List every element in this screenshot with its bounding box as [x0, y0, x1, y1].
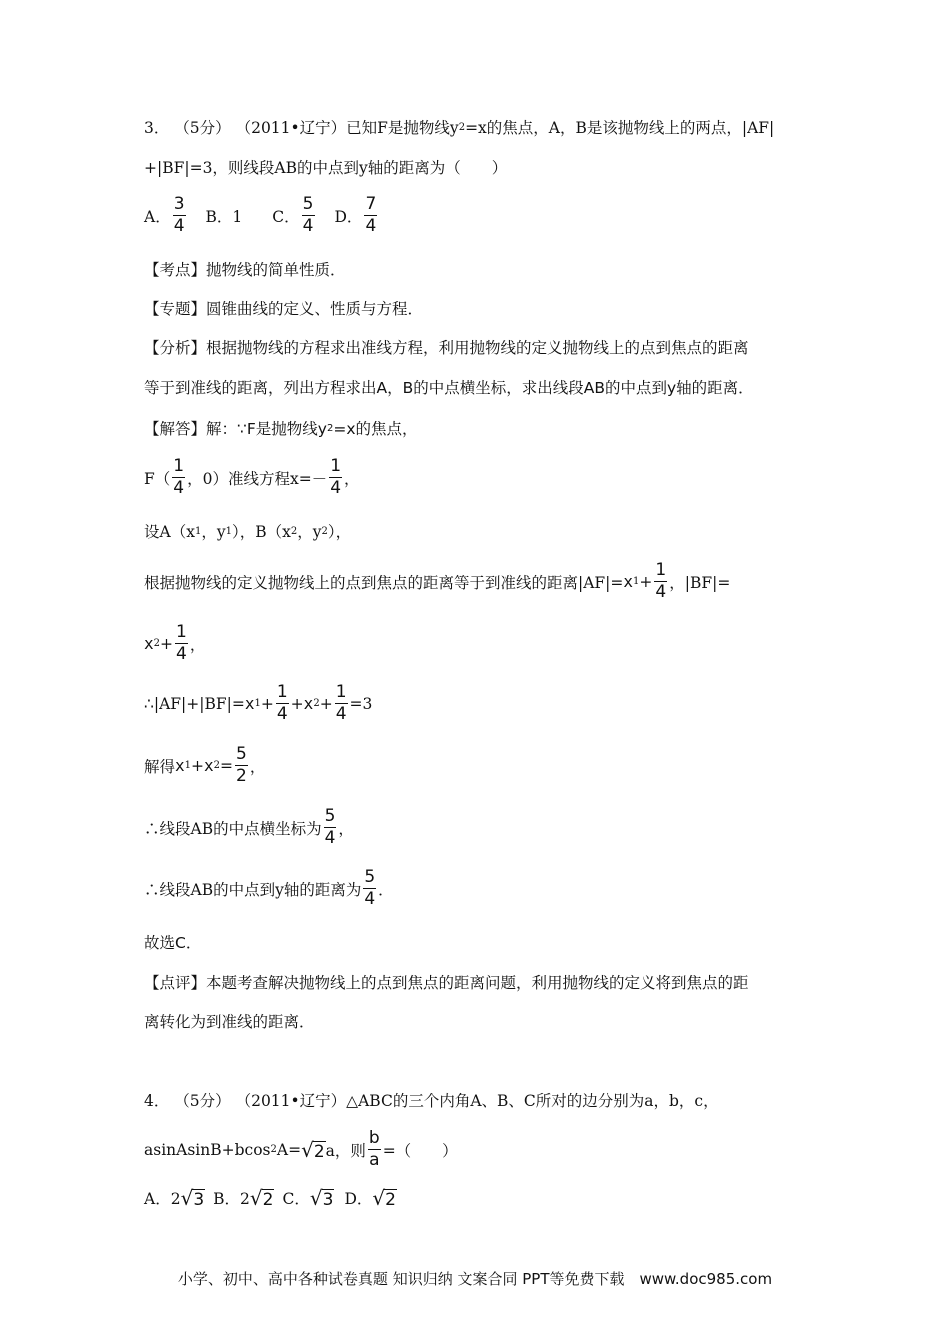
option-d-label: D． — [344, 1190, 373, 1208]
plus: + — [639, 572, 653, 591]
option-a-sqrt — [181, 1186, 206, 1210]
option-c-fraction — [302, 196, 315, 235]
denominator: 4 — [364, 889, 376, 909]
q3-stem-line1 — [144, 116, 774, 138]
q4-equation-text: a，则 — [325, 1141, 366, 1160]
definition-text: 根据抛物线的定义抛物线上的点到焦点的距离等于到准线的距离|AF|= — [144, 573, 624, 592]
jieda-line1 — [144, 417, 418, 439]
radicand: 3 — [322, 1190, 334, 1210]
solve-line — [144, 746, 265, 785]
set-text: ，y — [201, 523, 226, 541]
q4-equation-text: A= — [276, 1140, 302, 1159]
comma: ， — [338, 819, 354, 838]
radical-sign-icon: √ — [301, 1137, 314, 1162]
plus: + — [191, 756, 205, 775]
numerator: 3 — [173, 194, 185, 214]
numerator: 5 — [302, 194, 314, 214]
distance-line — [144, 869, 394, 908]
definition-fraction — [654, 562, 667, 601]
solve-text: 解得 — [144, 757, 176, 776]
radicand: 2 — [262, 1190, 274, 1210]
period: ． — [378, 880, 394, 899]
comma: ， — [344, 469, 360, 488]
q4-options — [144, 1186, 397, 1210]
equals: = — [220, 756, 234, 775]
fenxi-text2: 等于到准线的距离，列出方程求出A，B的中点横坐标，求出线段AB的中点到y轴的距离． — [144, 379, 754, 397]
numerator: 1 — [276, 682, 288, 702]
kaodian-line — [144, 258, 346, 280]
q4-stem-line1 — [144, 1089, 719, 1111]
option-b-label: B．2 — [213, 1190, 250, 1208]
numerator: 7 — [365, 194, 377, 214]
subscript: 2 — [321, 525, 328, 537]
radical-sign-icon: √ — [180, 1186, 194, 1210]
denominator: 4 — [173, 478, 185, 498]
midpoint-fraction — [324, 808, 337, 847]
q3-stem-text-tail: =x的焦点，A，B是该抛物线上的两点，|AF| — [465, 119, 775, 137]
q3-stem-text: 3． （5分） （2011•辽宁）已知F是抛物线y — [144, 119, 459, 137]
superscript: 2 — [270, 1144, 277, 1155]
zhuanti-line — [144, 297, 423, 319]
choose-line — [144, 931, 201, 953]
math-x: x — [303, 694, 314, 713]
option-c-label: C． — [282, 1190, 310, 1208]
superscript: 2 — [458, 121, 466, 133]
zhuanti-text: 【专题】圆锥曲线的定义、性质与方程． — [144, 300, 424, 318]
set-text: 设A（x — [144, 523, 195, 541]
numerator: b — [368, 1128, 380, 1148]
sum-fraction-1 — [276, 684, 289, 723]
subscript: 2 — [290, 525, 298, 537]
kaodian-text: 【考点】抛物线的简单性质． — [144, 261, 346, 279]
subscript: 1 — [194, 525, 202, 537]
math-x: x — [623, 572, 634, 591]
q4-stem-text: 4． （5分） （2011•辽宁）△ABC的三个内角A、B、C所对的边分别为a，b，c， — [144, 1092, 719, 1110]
denominator: 4 — [302, 216, 314, 236]
directrix-fraction — [329, 458, 342, 497]
focus-fraction — [172, 458, 185, 497]
numerator: 5 — [236, 744, 247, 764]
sum-fraction-2 — [335, 684, 348, 723]
bf-text: ，|BF|= — [669, 573, 731, 592]
fenxi-text1: 【分析】根据抛物线的方程求出准线方程，利用抛物线的定义抛物线上的点到焦点的距离 — [144, 339, 749, 357]
q4-stem-line2 — [144, 1130, 458, 1169]
directrix-text: ，0）准线方程x=－ — [187, 469, 328, 488]
denominator: 4 — [365, 216, 377, 236]
q3-options — [144, 196, 379, 235]
subscript: 2 — [313, 698, 320, 709]
equals-three: =3 — [349, 694, 373, 713]
radical-sign-icon: √ — [309, 1186, 323, 1210]
comma: ， — [189, 635, 206, 654]
midpoint-line — [144, 808, 354, 847]
radicand: 3 — [193, 1190, 205, 1210]
midpoint-text: ∴线段AB的中点横坐标为 — [144, 819, 322, 838]
numerator: 1 — [330, 456, 342, 476]
page-footer: 小学、初中、高中各种试卷真题 知识归纳 文案合同 PPT等免费下载 www.doc985.com — [177, 1270, 773, 1288]
denominator: 4 — [324, 828, 336, 848]
dianping-text1: 【点评】本题考查解决抛物线上的点到焦点的距离问题，利用抛物线的定义将到焦点的距 — [144, 974, 749, 992]
radicand: 2 — [385, 1190, 396, 1210]
subscript: 1 — [225, 525, 232, 537]
denominator: 4 — [173, 216, 185, 236]
option-d-fraction — [364, 196, 377, 235]
option-a-label: A． — [144, 207, 171, 226]
set-points-line — [144, 520, 351, 542]
radical-sign-icon: √ — [372, 1186, 386, 1210]
option-c-label: C． — [272, 207, 300, 226]
sqrt-expression — [301, 1138, 326, 1162]
jieda-text: 【解答】解：∵F是抛物线y — [144, 420, 327, 438]
subscript: 2 — [213, 760, 221, 771]
distance-fraction — [363, 869, 376, 908]
focus-line — [144, 458, 360, 497]
numerator: 5 — [364, 867, 376, 887]
solve-fraction — [235, 746, 248, 785]
denominator: 4 — [335, 704, 347, 724]
denominator: 4 — [276, 704, 288, 724]
subscript: 2 — [153, 638, 161, 649]
numerator: 1 — [173, 456, 185, 476]
numerator: 1 — [335, 682, 347, 702]
numerator: 5 — [324, 806, 336, 826]
q3-stem-text2: +|BF|=3，则线段AB的中点到y轴的距离为（ ） — [144, 159, 508, 177]
denominator: a — [369, 1150, 380, 1170]
focus-text: F（ — [144, 469, 171, 488]
dianping-text2: 离转化为到准线的距离． — [144, 1013, 315, 1031]
subscript: 1 — [254, 698, 261, 709]
denominator: 2 — [236, 766, 247, 786]
denominator: 4 — [176, 644, 187, 664]
option-d-label: D． — [334, 207, 363, 226]
radical-sign-icon: √ — [249, 1186, 263, 1210]
plus: + — [319, 694, 333, 713]
math-x: x — [144, 634, 154, 653]
bf-line — [144, 624, 205, 663]
comma: ， — [249, 757, 266, 776]
math-x: x — [244, 694, 255, 713]
plus: + — [260, 694, 274, 713]
dianping-line2 — [144, 1010, 315, 1032]
definition-line — [144, 562, 730, 601]
option-c-sqrt — [310, 1186, 335, 1210]
distance-text: ∴线段AB的中点到y轴的距离为 — [144, 880, 362, 899]
numerator: 1 — [655, 560, 667, 580]
q4-equation-text: =（ ） — [382, 1141, 458, 1160]
denominator: 4 — [655, 582, 667, 602]
math-x: x — [175, 756, 185, 775]
subscript: 1 — [633, 576, 640, 587]
option-d-sqrt — [372, 1186, 397, 1210]
option-a-fraction — [173, 196, 186, 235]
option-a-label: A．2 — [144, 1190, 181, 1208]
subscript: 1 — [184, 760, 192, 771]
option-b: B．1 — [205, 207, 243, 226]
plus: + — [290, 694, 304, 713]
denominator: 4 — [330, 478, 342, 498]
set-text: ）， — [327, 523, 352, 541]
ratio-fraction — [368, 1130, 381, 1169]
q4-equation-text: asinAsinB+bcos — [144, 1140, 271, 1159]
sum-text: ∴|AF|+|BF|= — [144, 694, 245, 713]
q3-stem-line2 — [144, 156, 507, 178]
option-b-sqrt — [250, 1186, 275, 1210]
fenxi-line2 — [144, 376, 754, 398]
set-text: ），B（x — [231, 523, 291, 541]
numerator: 1 — [176, 622, 187, 642]
math-x: x — [204, 756, 214, 775]
choose-text: 故选C． — [144, 934, 202, 952]
bf-fraction — [175, 624, 188, 663]
radicand: 2 — [313, 1141, 325, 1162]
sum-line — [144, 684, 372, 723]
plus: + — [160, 634, 174, 653]
jieda-text-tail: =x的焦点， — [333, 420, 418, 438]
set-text: ，y — [297, 523, 322, 541]
dianping-line1 — [144, 971, 749, 993]
superscript: 2 — [326, 422, 334, 434]
fenxi-line1 — [144, 336, 749, 358]
